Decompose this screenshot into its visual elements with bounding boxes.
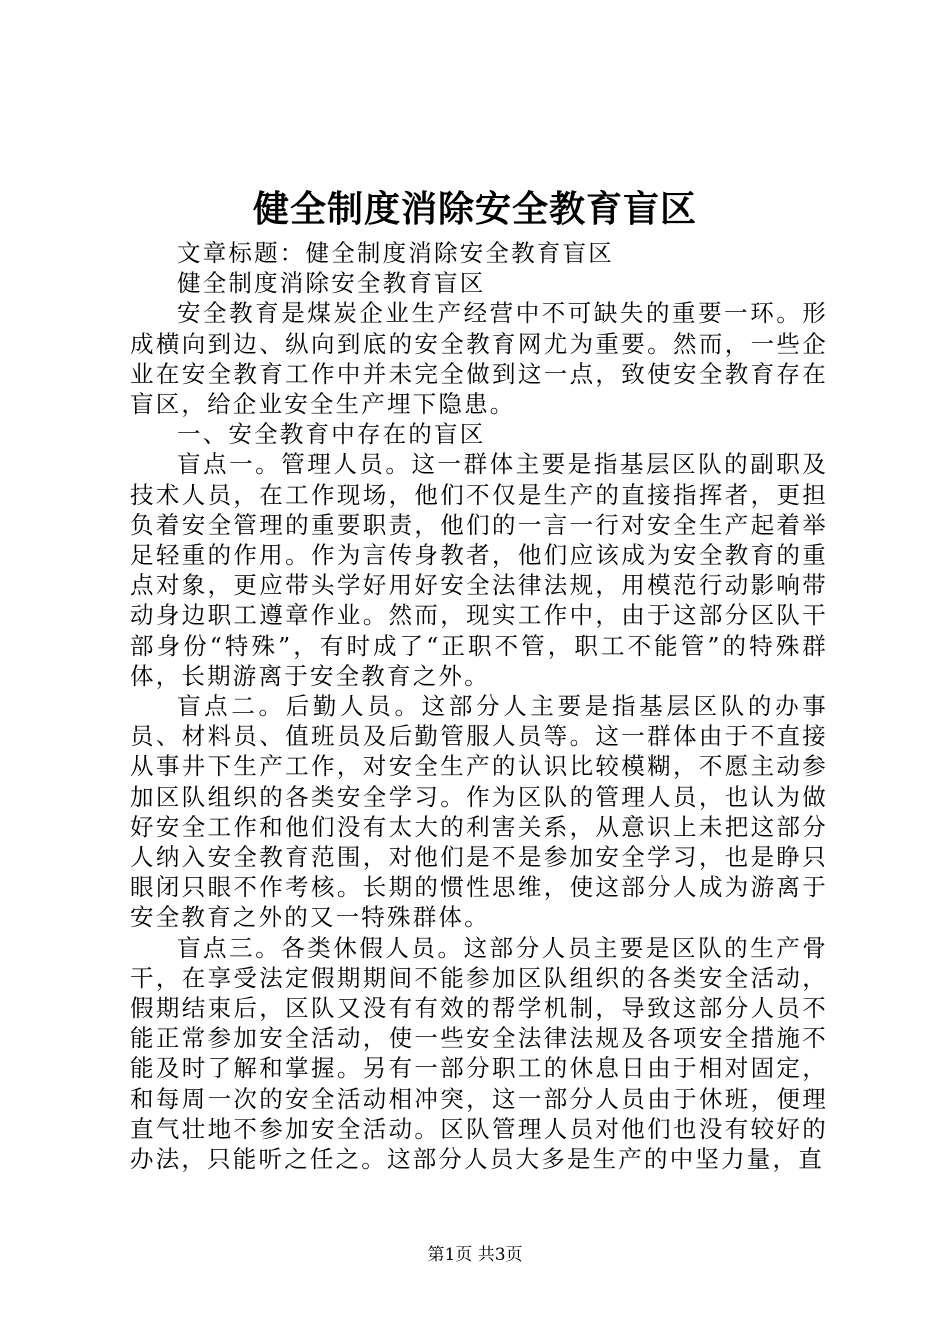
paragraph-intro: 安全教育是煤炭企业生产经营中不可缺失的重要一环。形成横向到边、纵向到底的安全教育网尤为重要。然而，一些企业在安全教育工作中并未完全做到这一点，致使安全教育存在盲区，给企业安全生产埋下隐患。 <box>130 299 828 419</box>
document-body <box>130 238 828 1174</box>
section-heading: 一、安全教育中存在的盲区 <box>177 420 486 449</box>
page-number-footer: 第1页 共3页 <box>427 1245 523 1265</box>
paragraph-blind-spot-3: 盲点三。各类休假人员。这部分人员主要是区队的生产骨干，在享受法定假期期间不能参加区队组织的各类安全活动，假期结束后，区队又没有有效的帮学机制，导致这部分人员不能正常参加安全活动，使一些安全法律法规及各项安全措施不能及时了解和掌握。另有一部分职工的休息日由于相对固定，和每周一次的安全活动相冲突，这一部分人员由于休班，便理直气壮地不参加安全活动。区队管理人员对他们也没有较好的办法，只能听之任之。这部分人员大多是生产的中坚力量，直 <box>130 933 828 1174</box>
paragraph-article-title: 文章标题：健全制度消除安全教育盲区 <box>177 239 614 267</box>
paragraph-subtitle: 健全制度消除安全教育盲区 <box>177 269 486 298</box>
paragraph-blind-spot-2: 盲点二。后勤人员。这部分人主要是指基层区队的办事员、材料员、值班员及后勤管服人员等。这一群体由于不直接从事井下生产工作，对安全生产的认识比较模糊，不愿主动参加区队组织的各类安全学习。作为区队的管理人员，也认为做好安全工作和他们没有太大的利害关系，从意识上未把这部分人纳入安全教育范围，对他们是不是参加安全学习，也是睁只眼闭只眼不作考核。长期的惯性思维，使这部分人成为游离于安全教育之外的又一特殊群体。 <box>130 692 828 932</box>
page-title: 健全制度消除安全教育盲区 <box>252 188 697 230</box>
paragraph-blind-spot-1: 盲点一。管理人员。这一群体主要是指基层区队的副职及技术人员，在工作现场，他们不仅是生产的直接指挥者，更担负着安全管理的重要职责，他们的一言一行对安全生产起着举足轻重的作用。作为言传身教者，他们应该成为安全教育的重点对象，更应带头学好用好安全法律法规，用模范行动影响带动身边职工遵章作业。然而，现实工作中，由于这部分区队干部身份“特殊”，有时成了“正职不管，职工不能管”的特殊群体，长期游离于安全教育之外。 <box>130 450 828 690</box>
